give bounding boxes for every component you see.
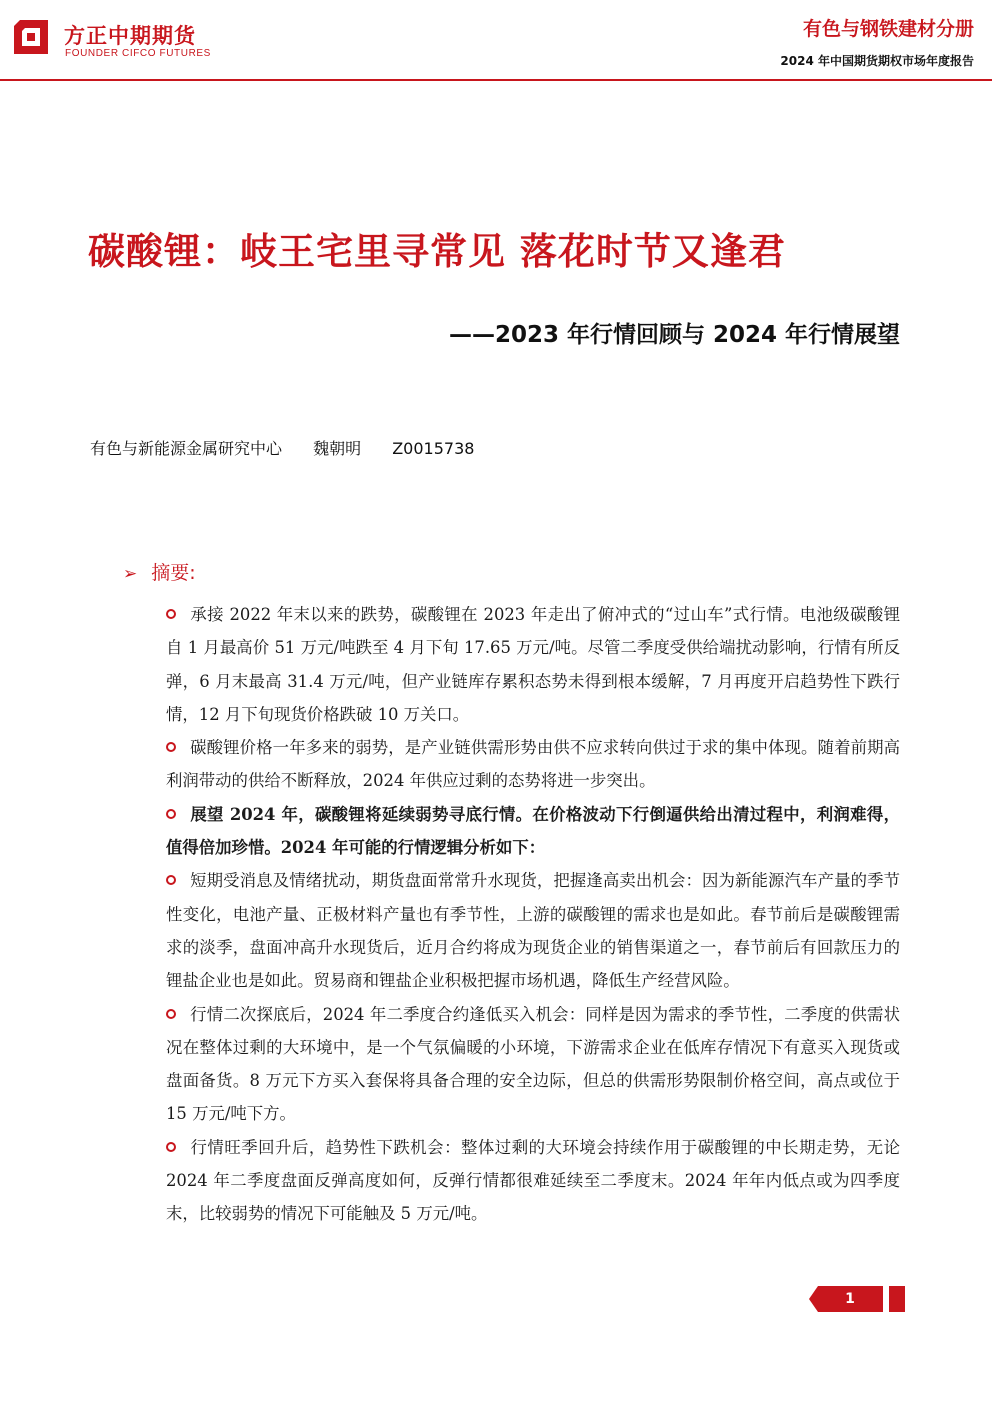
- abstract-heading-label: 摘要:: [151, 562, 196, 584]
- arrow-bullet-icon: ➢: [123, 564, 138, 584]
- document-subtitle: ——2023 年行情回顾与 2024 年行情展望: [448, 322, 900, 348]
- paragraph-text: 行情旺季回升后，趋势性下跌机会：整体过剩的大环境会持续作用于碳酸锂的中长期走势，无论 2024 年二季度盘面反弹高度如何，反弹行情都很难延续至二季度末。2024 年年内低点或为四季度末，比较弱势的情况下可能触及 5 万元/吨。: [166, 1137, 900, 1224]
- abstract-paragraph: [166, 1131, 900, 1231]
- circle-bullet-icon: [166, 1142, 176, 1152]
- circle-bullet-icon: [166, 1009, 176, 1019]
- document-title: 碳酸锂：岐王宅里寻常见 落花时节又逢君: [88, 230, 786, 273]
- abstract-body: [166, 598, 900, 1231]
- header-divider: [0, 79, 992, 81]
- paragraph-text: 展望 2024 年，碳酸锂将延续弱势寻底行情。在价格波动下行倒逼供给出清过程中，利润难得，值得倍加珍惜。2024 年可能的行情逻辑分析如下：: [166, 804, 900, 858]
- brand-name-en: FOUNDER CIFCO FUTURES: [65, 48, 211, 59]
- report-name: 2024 年中国期货期权市场年度报告: [780, 54, 974, 68]
- abstract-paragraph: [166, 864, 900, 997]
- paragraph-text: 行情二次探底后，2024 年二季度合约逢低买入机会：同样是因为需求的季节性，二季度的供需状况在整体过剩的大环境中，是一个气氛偏暖的小环境，下游需求企业在低库存情况下有意买入现货或盘面备货。8 万元下方买入套保将具备合理的安全边际，但总的供需形势限制价格空间，高点或位于 15 万元/吨下方。: [166, 1004, 900, 1124]
- company-logo: [12, 14, 222, 60]
- circle-bullet-icon: [166, 875, 176, 885]
- founder-logo-icon: [12, 18, 50, 56]
- paragraph-text: 短期受消息及情绪扰动，期货盘面常常升水现货，把握逢高卖出机会：因为新能源汽车产量的季节性变化，电池产量、正极材料产量也有季节性，上游的碳酸锂的需求也是如此。春节前后是碳酸锂需求的淡季，盘面冲高升水现货后，近月合约将成为现货企业的销售渠道之一，春节前后有回款压力的锂盐企业也是如此。贸易商和锂盐企业积极把握市场机遇，降低生产经营风险。: [166, 871, 900, 991]
- abstract-paragraph: [166, 731, 900, 798]
- abstract-paragraph: [166, 598, 900, 731]
- circle-bullet-icon: [166, 742, 176, 752]
- paragraph-text: 碳酸锂价格一年多来的弱势，是产业链供需形势由供不应求转向供过于求的集中体现。随着前期高利润带动的供给不断释放，2024 年供应过剩的态势将进一步突出。: [166, 738, 900, 791]
- report-series: 有色与钢铁建材分册: [802, 18, 974, 40]
- page-header: [780, 14, 974, 69]
- author-name: 魏朝明: [313, 439, 362, 458]
- page-number: 1: [845, 1291, 855, 1307]
- license-number: Z0015738: [392, 439, 475, 458]
- department: 有色与新能源金属研究中心: [90, 439, 283, 458]
- author-line: [90, 436, 500, 459]
- brand-name-cn: 方正中期期货: [64, 24, 196, 48]
- paragraph-text: 承接 2022 年末以来的跌势，碳酸锂在 2023 年走出了俯冲式的“过山车”式行情。电池级碳酸锂自 1 月最高价 51 万元/吨跌至 4 月下旬 17.65 万元/吨。尽管二季度受供给端扰动影响，行情有所反弹，6 月末最高 31.4 万元/吨，但产业链库存累积态势未得到根本缓解，7 月再度开启趋势性下跌行情，12 月下旬现货价格跌破 10 万关口。: [166, 605, 900, 724]
- abstract-heading: [123, 558, 196, 585]
- abstract-paragraph-emphasis: [166, 798, 900, 865]
- abstract-paragraph: [166, 998, 900, 1131]
- circle-bullet-icon: [166, 809, 176, 819]
- circle-bullet-icon: [166, 609, 176, 619]
